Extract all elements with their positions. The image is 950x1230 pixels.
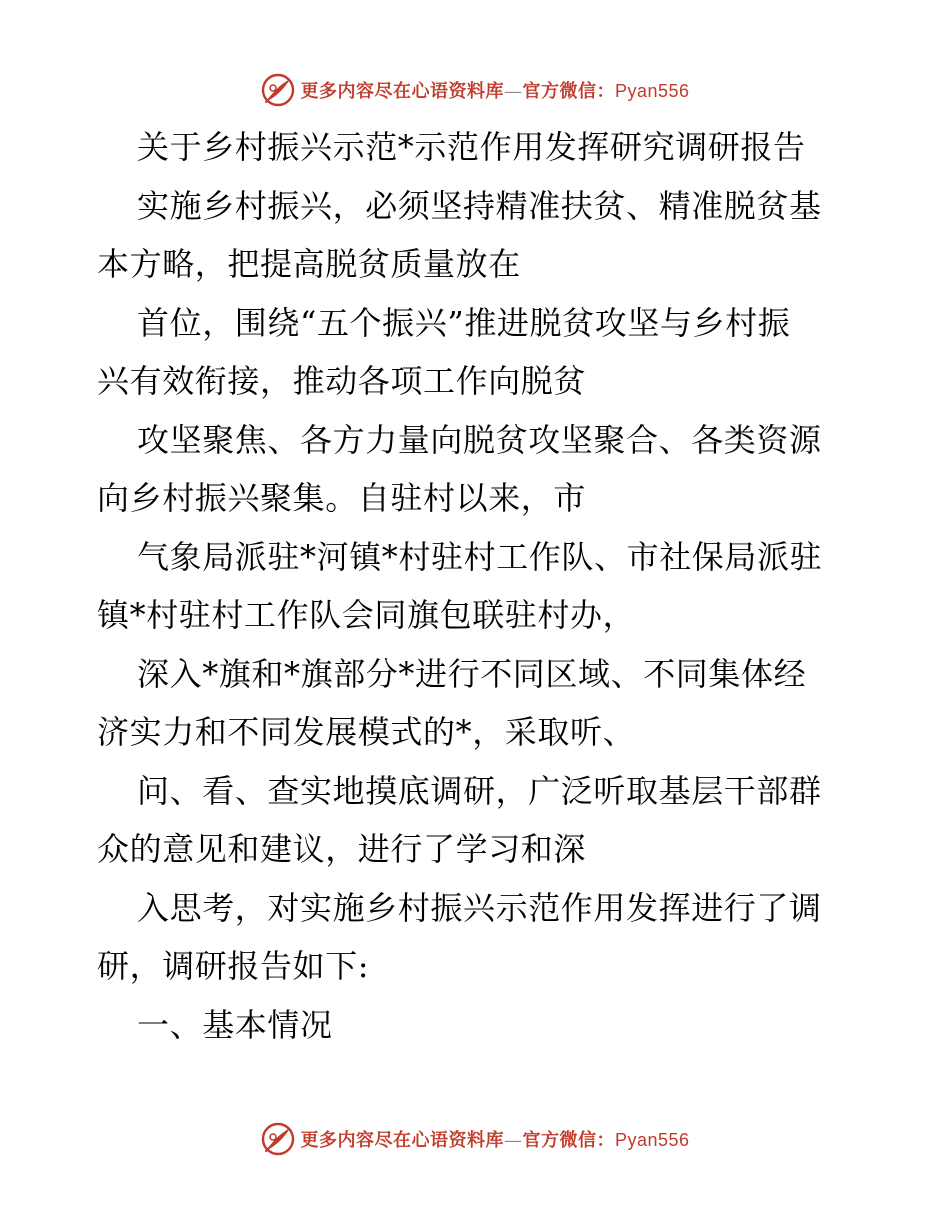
watermark-dash: — — [503, 1130, 523, 1151]
paragraph-line: 本方略，把提高脱贫质量放在 — [97, 245, 521, 283]
paragraph-line: 济实力和不同发展模式的*，采取听、 — [97, 713, 636, 751]
section-heading: 一、基本情况 — [137, 1005, 333, 1044]
watermark-main: 更多内容尽在心语资料库 — [300, 81, 504, 102]
paragraph-line: 众的意见和建议，进行了学习和深 — [97, 830, 587, 868]
quill-pen-logo-icon — [260, 72, 296, 108]
paragraph-line: 研，调研报告如下: — [97, 947, 370, 985]
paragraph-line: 向乡村振兴聚集。自驻村以来，市 — [97, 479, 587, 517]
paragraph-line: 实施乡村振兴，必须坚持精准扶贫、精准脱贫基 — [137, 186, 822, 225]
paragraph-line: 气象局派驻*河镇*村驻村工作队、市社保局派驻 — [137, 537, 823, 576]
paragraph-line: 深入*旗和*旗部分*进行不同区域、不同集体经 — [137, 654, 807, 693]
watermark-main: 更多内容尽在心语资料库 — [300, 1130, 504, 1151]
watermark-label: 官方微信： — [522, 81, 615, 102]
watermark-wechat: Pyan556 — [614, 81, 690, 101]
paragraph-line: 首位，围绕“五个振兴”推进脱贫攻坚与乡村振 — [137, 303, 791, 342]
watermark-dash: — — [503, 81, 523, 102]
watermark-wechat: Pyan556 — [614, 1130, 690, 1150]
watermark-text — [300, 1126, 689, 1152]
quill-pen-logo-icon — [260, 1121, 296, 1157]
paragraph-line: 攻坚聚焦、各方力量向脱贫攻坚聚合、各类资源 — [137, 420, 822, 459]
paragraph-line: 入思考，对实施乡村振兴示范作用发挥进行了调 — [137, 888, 822, 927]
document-body — [97, 118, 857, 1054]
header-watermark — [0, 70, 950, 110]
watermark-label: 官方微信： — [522, 1130, 615, 1151]
paragraph-line: 兴有效衔接，推动各项工作向脱贫 — [97, 362, 587, 400]
paragraph-line: 问、看、查实地摸底调研，广泛听取基层干部群 — [137, 771, 822, 810]
document-title: 关于乡村振兴示范*示范作用发挥研究调研报告 — [137, 128, 806, 166]
paragraph-line: 镇*村驻村工作队会同旗包联驻村办， — [97, 596, 636, 634]
watermark-text — [300, 77, 689, 103]
footer-watermark — [0, 1119, 950, 1159]
